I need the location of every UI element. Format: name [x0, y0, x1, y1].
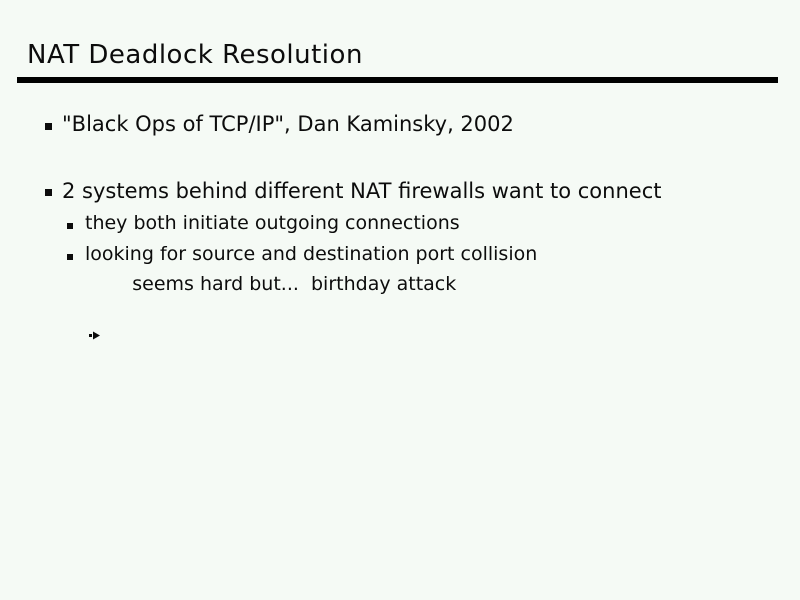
small-square-bullet-icon	[67, 254, 73, 260]
bullet-item-level1	[45, 178, 661, 205]
bullet-item-level3	[89, 272, 456, 390]
bullet-item-level2	[67, 211, 460, 236]
square-bullet-icon	[45, 123, 52, 130]
bullet-item-level1	[45, 111, 514, 138]
title-underline-rule	[17, 77, 778, 83]
bullet-text: "Black Ops of TCP/IP", Dan Kaminsky, 2002	[62, 112, 514, 136]
bullet-text: seems hard but... birthday attack	[132, 273, 457, 295]
slide-title: NAT Deadlock Resolution	[27, 40, 363, 70]
small-square-bullet-icon	[67, 223, 73, 229]
bullet-text: 2 systems behind different NAT firewalls want to connect	[62, 179, 662, 203]
bullet-text: looking for source and destination port collision	[85, 243, 538, 265]
arrow-bullet-icon	[89, 281, 125, 390]
square-bullet-icon	[45, 189, 52, 196]
bullet-item-level2	[67, 242, 537, 267]
bullet-text: they both initiate outgoing connections	[85, 212, 460, 234]
